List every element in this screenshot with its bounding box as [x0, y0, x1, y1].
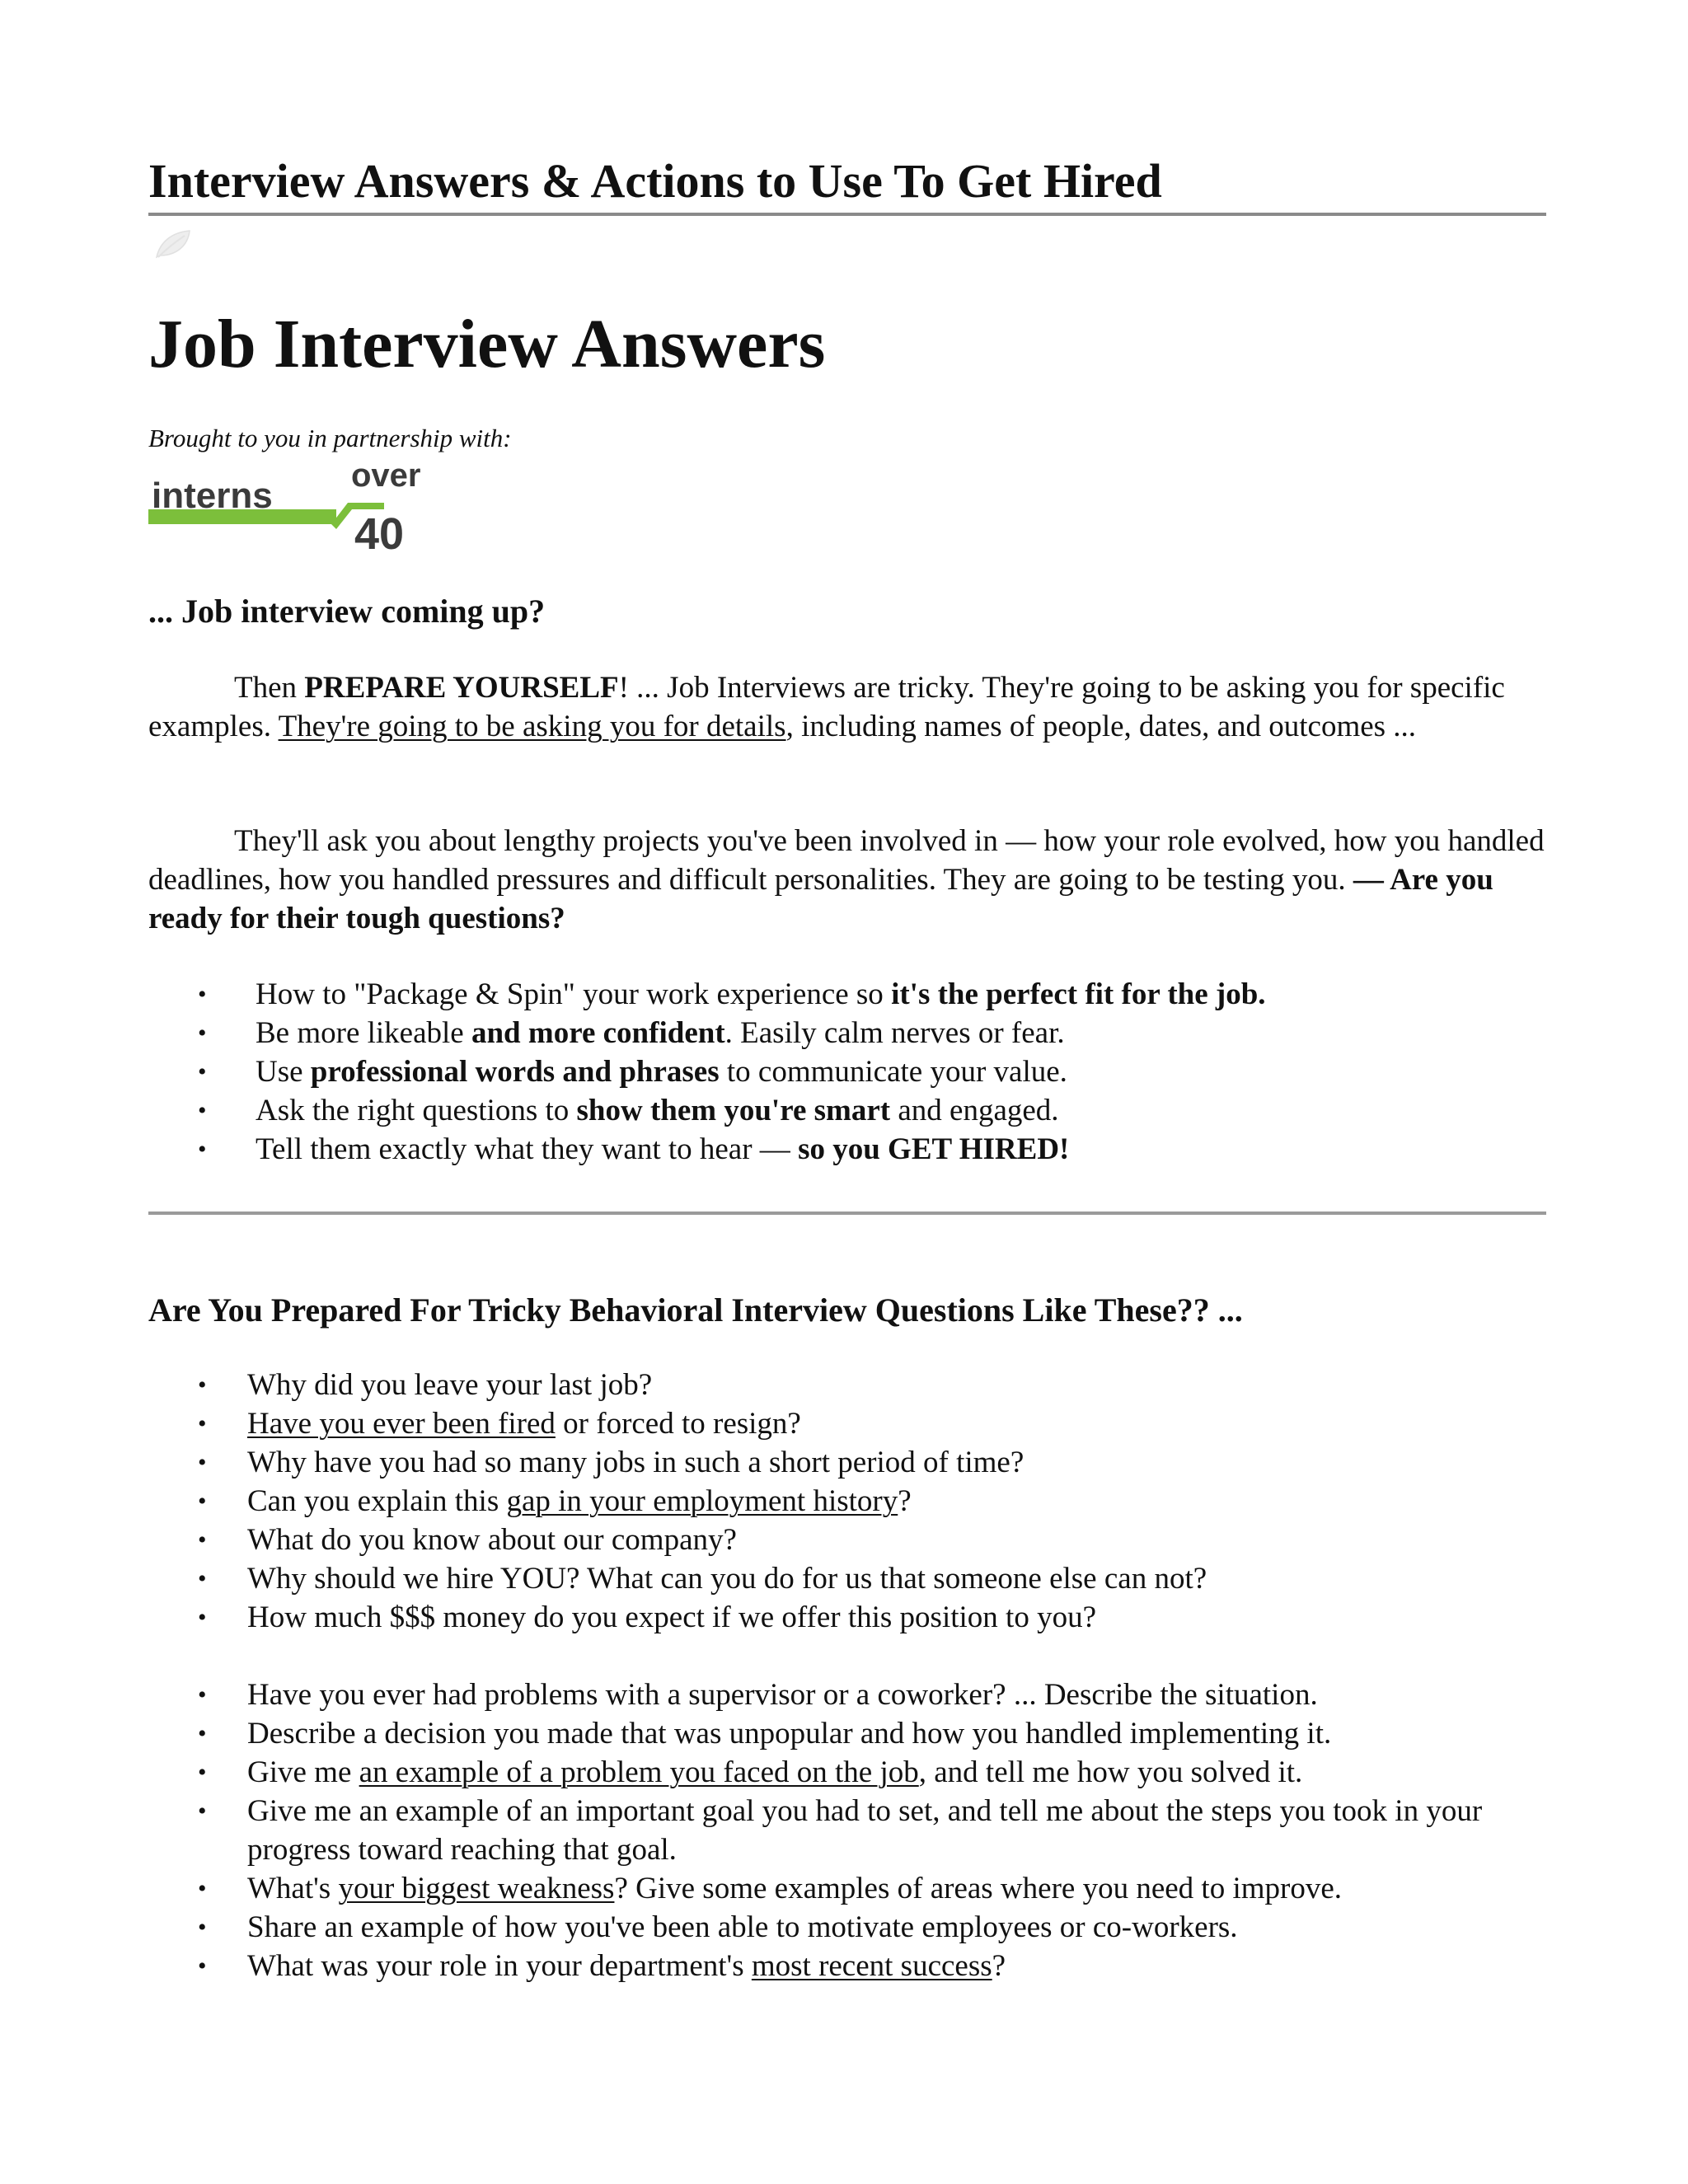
- benefit-text: Be more likeable: [256, 1016, 471, 1050]
- bullet-dot: •: [198, 1875, 207, 1902]
- benefits-list: [198, 975, 1574, 1169]
- interns-over-40-logo: [148, 458, 462, 554]
- benefit-bold: and more confident: [471, 1016, 725, 1050]
- benefit-item: [198, 1052, 1574, 1091]
- question-text-end: , and tell me how you solved it.: [918, 1755, 1303, 1789]
- question-link[interactable]: Have you ever been fired: [247, 1407, 556, 1441]
- question-item: [198, 1792, 1533, 1869]
- p2-text-a: They'll ask you about lengthy projects you've been involved in — how your role evolved, how you handled deadlines, how you handled pressures and difficult personalities. They are going to be testing you.: [148, 824, 1545, 897]
- intro-paragraph-1: [148, 668, 1550, 746]
- question-text: Have you ever had problems with a supervisor or a coworker? ... Describe the situation.: [247, 1678, 1318, 1712]
- top-title: Interview Answers & Actions to Use To Get Hired: [148, 154, 1162, 208]
- question-text: What's: [247, 1872, 339, 1905]
- question-item: [198, 1753, 1533, 1792]
- benefit-text: Tell them exactly what they want to hear —: [256, 1132, 799, 1166]
- bullet-dot: •: [198, 1952, 207, 1980]
- bullet-dot: •: [198, 1488, 207, 1515]
- question-item: [198, 1675, 1533, 1714]
- benefit-bold: show them you're smart: [576, 1094, 891, 1127]
- bullet-dot: •: [198, 1759, 207, 1786]
- partnership-caption: Brought to you in partnership with:: [148, 424, 512, 452]
- bullet-dot: •: [198, 1604, 207, 1631]
- main-title: Job Interview Answers: [148, 306, 826, 382]
- benefit-item: [198, 1130, 1574, 1169]
- bullet-dot: •: [198, 981, 207, 1008]
- intro-heading: ... Job interview coming up?: [148, 593, 546, 630]
- questions-list-2: [198, 1675, 1533, 1985]
- question-link[interactable]: your biggest weakness: [338, 1872, 615, 1905]
- benefit-text: How to "Package & Spin" your work experience so: [256, 977, 892, 1011]
- logo-word-40: 40: [354, 509, 405, 554]
- bullet-dot: •: [198, 1797, 207, 1825]
- question-text: Why should we hire YOU? What can you do for us that someone else can not?: [247, 1562, 1207, 1596]
- question-item: [198, 1404, 1533, 1443]
- question-item: [198, 1908, 1533, 1947]
- logo-word-over: over: [351, 458, 421, 494]
- bullet-dot: •: [198, 1720, 207, 1747]
- question-text: What was your role in your department's: [247, 1949, 752, 1983]
- benefit-bold: so you GET HIRED!: [798, 1132, 1070, 1166]
- top-divider: [148, 213, 1546, 216]
- bullet-dot: •: [198, 1565, 207, 1592]
- p1-text-a: Then: [234, 671, 305, 705]
- benefit-item: [198, 1091, 1574, 1130]
- question-text: Describe a decision you made that was unpopular and how you handled implementing it.: [247, 1717, 1332, 1750]
- question-item: [198, 1714, 1533, 1753]
- section-divider: [148, 1212, 1546, 1215]
- questions-list-1: [198, 1366, 1533, 1637]
- benefit-text: Ask the right questions to: [256, 1094, 577, 1127]
- p1-text-e: , including names of people, dates, and outcomes ...: [785, 710, 1417, 743]
- question-text: Give me: [247, 1755, 359, 1789]
- bullet-dot: •: [198, 1371, 207, 1399]
- benefit-text-end: and engaged.: [890, 1094, 1059, 1127]
- question-text-end: ? Give some examples of areas where you need to improve.: [614, 1872, 1342, 1905]
- p1-bold: PREPARE YOURSELF: [304, 671, 619, 705]
- bullet-dot: •: [198, 1914, 207, 1941]
- benefit-bold: professional words and phrases: [310, 1055, 720, 1089]
- question-link[interactable]: most recent success: [751, 1949, 992, 1983]
- question-link[interactable]: gap in your employment history: [506, 1484, 898, 1518]
- question-text-end: ?: [992, 1949, 1006, 1983]
- question-text: Why have you had so many jobs in such a short period of time?: [247, 1446, 1025, 1479]
- question-item: [198, 1521, 1533, 1559]
- question-text: Can you explain this: [247, 1484, 507, 1518]
- question-link[interactable]: an example of a problem you faced on the job: [359, 1755, 919, 1789]
- benefit-bold: it's the perfect fit for the job.: [891, 977, 1266, 1011]
- logo-word-interns: interns: [152, 476, 273, 516]
- question-item: [198, 1947, 1533, 1985]
- benefit-text: Use: [256, 1055, 311, 1089]
- p1-text-c: ! ... Job Interviews are tricky. They're going to be asking you for specific examples.: [148, 671, 1505, 743]
- question-item: [198, 1559, 1533, 1598]
- question-text-end: or forced to resign?: [555, 1407, 801, 1441]
- benefit-item: [198, 1014, 1574, 1052]
- question-text: Share an example of how you've been able to motivate employees or co-workers.: [247, 1910, 1238, 1944]
- bullet-dot: •: [198, 1526, 207, 1554]
- intro-paragraph-2: [148, 822, 1550, 938]
- question-text: Give me an example of an important goal you had to set, and tell me about the steps you took in your progress toward reaching that goal.: [247, 1794, 1483, 1867]
- question-item: [198, 1366, 1533, 1404]
- bullet-dot: •: [198, 1097, 207, 1124]
- bullet-dot: •: [198, 1058, 207, 1085]
- leaf-icon: [153, 227, 193, 260]
- question-item: [198, 1443, 1533, 1482]
- questions-heading: Are You Prepared For Tricky Behavioral Interview Questions Like These?? ...: [148, 1291, 1243, 1329]
- p2-bold: — Are you ready for their tough questions?: [148, 863, 1493, 935]
- question-item: [198, 1598, 1533, 1637]
- benefit-text-end: . Easily calm nerves or fear.: [724, 1016, 1065, 1050]
- question-item: [198, 1869, 1533, 1908]
- benefit-text-end: to communicate your value.: [719, 1055, 1067, 1089]
- bullet-dot: •: [198, 1681, 207, 1708]
- question-item: [198, 1482, 1533, 1521]
- question-text: What do you know about our company?: [247, 1523, 737, 1557]
- bullet-dot: •: [198, 1449, 207, 1476]
- benefit-item: [198, 975, 1574, 1014]
- bullet-dot: •: [198, 1136, 207, 1163]
- details-link[interactable]: They're going to be asking you for details: [278, 710, 786, 743]
- question-text: How much $$$ money do you expect if we offer this position to you?: [247, 1601, 1097, 1634]
- question-text: Why did you leave your last job?: [247, 1368, 653, 1402]
- bullet-dot: •: [198, 1410, 207, 1437]
- bullet-dot: •: [198, 1019, 207, 1047]
- question-text-end: ?: [898, 1484, 912, 1518]
